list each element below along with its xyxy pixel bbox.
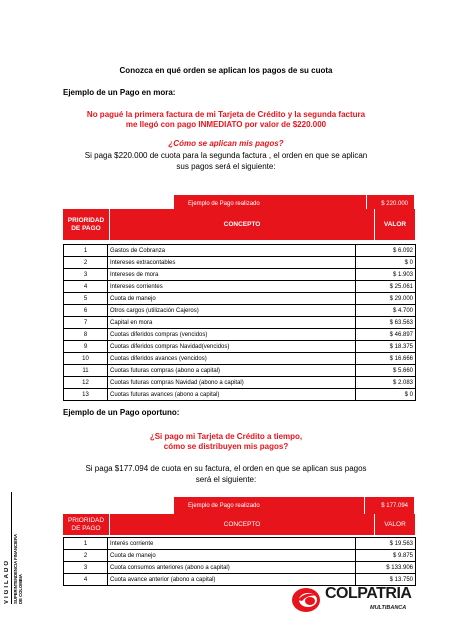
concept-cell: Interés corriente <box>108 538 356 550</box>
priority-cell: 10 <box>64 353 108 365</box>
priority-cell: 2 <box>64 550 108 562</box>
value-cell: $ 18.375 <box>356 341 416 353</box>
concept-cell: Cuotas futuras avances (abono a capital) <box>108 389 356 401</box>
concept-header: CONCEPTO <box>223 520 261 528</box>
priority-cell: 13 <box>64 389 108 401</box>
table-row <box>64 550 416 562</box>
value-header: VALOR <box>383 220 407 228</box>
priority-header: PRIORIDAD DE PAGO <box>67 516 105 532</box>
value-cell: $ 133.906 <box>356 562 416 574</box>
example2-label: Ejemplo de un Pago oportuno: <box>63 408 180 417</box>
concept-cell: Cuotas diferidos avances (vencidos) <box>108 353 356 365</box>
value-cell: $ 63.563 <box>356 317 416 329</box>
concept-cell: Cuota consumos anteriores (abono a capital) <box>108 562 356 574</box>
table-row <box>64 562 416 574</box>
table-row <box>64 389 416 401</box>
concept-cell: Gastos de Cobranza <box>108 245 356 257</box>
value-cell: $ 13.750 <box>356 574 416 586</box>
value-cell: $ 5.660 <box>356 365 416 377</box>
example2-payment-value: $ 177.094 <box>381 502 408 509</box>
priority-cell: 3 <box>64 562 108 574</box>
logo-name: COLPATRIA <box>325 585 412 602</box>
value-cell: $ 0 <box>356 257 416 269</box>
logo-sub: MULTIBANCA <box>370 605 407 611</box>
colpatria-logo-icon <box>290 582 326 618</box>
example1-question: ¿Cómo se aplican mis pagos? <box>168 139 284 148</box>
priority-cell: 1 <box>64 245 108 257</box>
table-row <box>64 329 416 341</box>
colpatria-logo <box>290 582 415 620</box>
example2-paragraph: Si paga $177.094 de cuota en su factura, el orden en que se aplican sus pagos será el siguiente: <box>85 464 367 484</box>
example1-payment-value: $ 220.000 <box>381 200 408 207</box>
vigilado-text: VIGILADO <box>4 558 10 604</box>
example1-table <box>63 244 416 401</box>
priority-header: PRIORIDAD DE PAGO <box>67 216 105 232</box>
priority-cell: 5 <box>64 293 108 305</box>
priority-cell: 6 <box>64 305 108 317</box>
table-row <box>64 365 416 377</box>
concept-cell: Cuotas diferidos compras Navidad(vencidos) <box>108 341 356 353</box>
value-cell: $ 46.897 <box>356 329 416 341</box>
priority-cell: 4 <box>64 281 108 293</box>
example1-statement: No pagué la primera factura de mi Tarjeta de Crédito y la segunda factura me llegó con pago INMEDIATO por valor de $220.000 <box>86 110 366 129</box>
example1-paragraph: Si paga $220.000 de cuota para la segunda factura , el orden en que se aplican sus pagos será el siguiente: <box>84 151 368 171</box>
concept-header: CONCEPTO <box>223 220 261 228</box>
priority-cell: 12 <box>64 377 108 389</box>
value-cell: $ 16.666 <box>356 353 416 365</box>
value-cell: $ 19.563 <box>356 538 416 550</box>
concept-cell: Cuota avance anterior (abono a capital) <box>108 574 356 586</box>
table-row <box>64 317 416 329</box>
example2-column-header <box>63 514 415 535</box>
value-header: VALOR <box>384 520 406 528</box>
table-row <box>64 269 416 281</box>
table-row <box>64 538 416 550</box>
concept-cell: Intereses extracontables <box>108 257 356 269</box>
table-row <box>64 377 416 389</box>
table-row <box>64 293 416 305</box>
vigilado-mark <box>2 492 38 604</box>
concept-cell: Cuota de manejo <box>108 293 356 305</box>
concept-cell: Otros cargos (utilización Cajeros) <box>108 305 356 317</box>
table-row <box>64 245 416 257</box>
priority-cell: 2 <box>64 257 108 269</box>
value-cell: $ 1.903 <box>356 269 416 281</box>
supervisor-text: SUPERINTENDENCIA FINANCIERA DE COLOMBIA <box>13 534 23 604</box>
example2-question: ¿Si pago mi Tarjeta de Crédito a tiempo, cómo se distribuyen mis pagos? <box>149 432 303 451</box>
value-cell: $ 9.875 <box>356 550 416 562</box>
example2-payment-bar <box>174 497 414 514</box>
priority-cell: 7 <box>64 317 108 329</box>
priority-cell: 9 <box>64 341 108 353</box>
concept-cell: Cuotas futuras compras (abono a capital) <box>108 365 356 377</box>
priority-cell: 11 <box>64 365 108 377</box>
priority-cell: 8 <box>64 329 108 341</box>
value-cell: $ 29.000 <box>356 293 416 305</box>
value-cell: $ 25.061 <box>356 281 416 293</box>
table-row <box>64 305 416 317</box>
example1-payment-label: Ejemplo de Pago realizado <box>188 200 260 207</box>
value-cell: $ 2.083 <box>356 377 416 389</box>
concept-cell: Cuotas diferidos compras (vencidos) <box>108 329 356 341</box>
value-cell: $ 4.700 <box>356 305 416 317</box>
table-row <box>64 257 416 269</box>
table-row <box>64 341 416 353</box>
example2-payment-label: Ejemplo de Pago realizado <box>188 502 260 509</box>
value-cell: $ 6.092 <box>356 245 416 257</box>
concept-cell: Intereses corrientes <box>108 281 356 293</box>
priority-cell: 1 <box>64 538 108 550</box>
example1-label: Ejemplo de un Pago en mora: <box>63 88 176 97</box>
page-title: Conozca en qué orden se aplican los pagos de su cuota <box>119 66 333 75</box>
table-row <box>64 281 416 293</box>
concept-cell: Cuotas futuras compras Navidad (abono a capital) <box>108 377 356 389</box>
concept-cell: Cuota de manejo <box>108 550 356 562</box>
example1-column-header <box>63 209 415 240</box>
priority-cell: 4 <box>64 574 108 586</box>
priority-cell: 3 <box>64 269 108 281</box>
table-row <box>64 353 416 365</box>
concept-cell: Capital en mora <box>108 317 356 329</box>
value-cell: $ 0 <box>356 389 416 401</box>
concept-cell: Intereses de mora <box>108 269 356 281</box>
example2-table <box>63 537 416 586</box>
